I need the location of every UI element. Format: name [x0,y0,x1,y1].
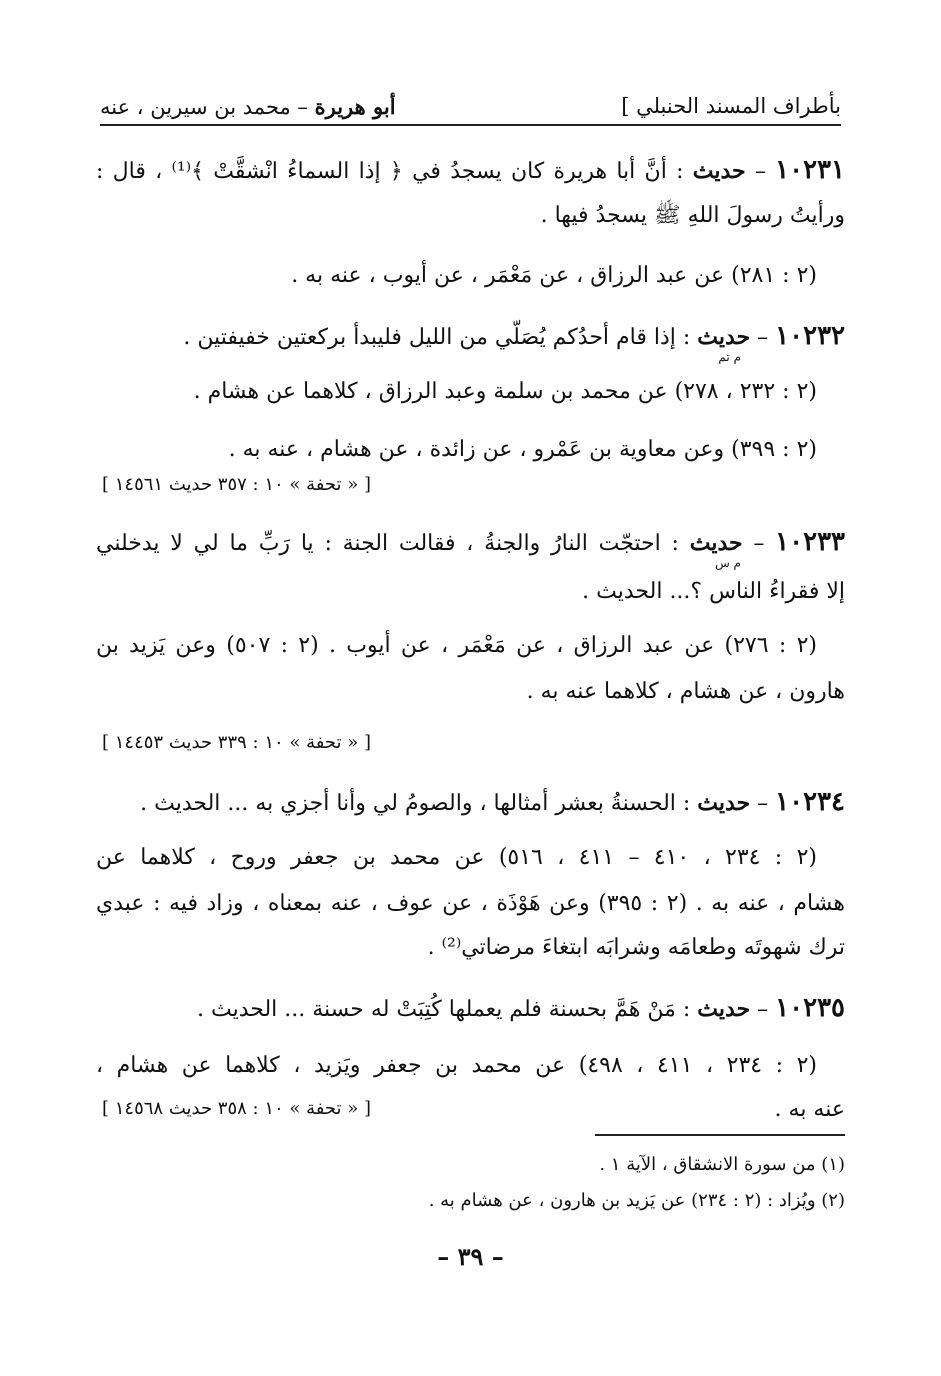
entry-text: الحسنةُ بعشر أمثالها ، والصومُ لي وأنا أجزي به ... الحديث . [140,791,676,816]
entry-10232-symbol: م تم [718,350,741,364]
entry-10232-tuhfa: [ « تحفة » ١٠ : ٣٥٧ حديث ١٤٥٦١ ] [102,474,371,495]
entry-text: مَنْ هَمَّ بحسنة فلم يعملها كُتِبَتْ له حسنة ... الحديث . [197,997,676,1022]
entry-text: أنَّ أبا هريرة كان يسجدُ في ﴿ إذا السماءُ انْشقَّتْ ﴾⁽¹⁾ ، قال : [96,159,667,184]
entry-label: حديث [689,530,743,556]
header-chain: – محمد بن سيرين ، عنه [100,95,308,119]
entry-10232-line-1: ١٠٢٣٢ – حديث : إذا قام أحدُكم يُصَلّي من الليل فليبدأ بركعتين خفيفتين . [183,321,845,351]
entry-label: حديث [692,158,746,184]
entry-10231-line-1: ١٠٢٣١ – حديث : أنَّ أبا هريرة كان يسجدُ في ﴿ إذا السماءُ انْشقَّتْ ﴾⁽¹⁾ ، قال : [96,155,845,185]
entry-10232-source-1: (٢ : ٢٣٢ ، ٢٧٨) عن محمد بن سلمة وعبد الرزاق ، كلاهما عن هشام . [193,379,817,404]
entry-10234-source-1: (٢ : ٢٣٤ ، ٤١٠ – ٤١١ ، ٥١٦) عن محمد بن جعفر وروح ، كلاهما عن [96,845,817,870]
entry-10235-source-1: (٢ : ٢٣٤ ، ٤١١ ، ٤٩٨) عن محمد بن جعفر ويَزيد ، كلاهما عن هشام ، [96,1053,817,1078]
entry-10232-source-2: (٢ : ٣٩٩) وعن معاوية بن عَمْرو ، عن زائدة ، عن هشام ، عنه به . [228,437,817,462]
entry-10231-line-2: ورأيتُ رسولَ اللهِ ﷺ يسجدُ فيها . [540,203,845,228]
entry-10231-source: (٢ : ٢٨١) عن عبد الرزاق ، عن مَعْمَر ، عن أيوب ، عنه به . [291,263,817,288]
header-book-title: بأطراف المسند الحنبلي ] [621,94,841,118]
entry-10233-source-2: هارون ، عن هشام ، كلاهما عنه به . [526,679,845,704]
entry-10235-line-1: ١٠٢٣٥ – حديث : مَنْ هَمَّ بحسنة فلم يعملها كُتِبَتْ له حسنة ... الحديث . [197,993,845,1023]
entry-10234-source-3: ترك شهوتَه وطعامَه وشرابَه ابتغاءَ مرضاتي⁽²⁾ . [427,935,845,960]
entry-number: ١٠٢٣٣ [775,527,845,557]
entry-10233-symbol: م س [715,556,741,570]
entry-10233-line-2: إلا فقراءُ الناس ؟... الحديث . [582,579,845,604]
entry-label: حديث [697,996,751,1022]
footnote-divider [595,1134,845,1136]
footnote-1: (١) من سورة الانشقاق ، الآية ١ . [599,1154,845,1175]
entry-10235-source-2: عنه به . [774,1097,845,1122]
entry-10234-line-1: ١٠٢٣٤ – حديث : الحسنةُ بعشر أمثالها ، والصومُ لي وأنا أجزي به ... الحديث . [140,787,845,817]
footnote-2: (٢) ويُزاد : (٢ : ٢٣٤) عن يَزيد بن هارون ، عن هشام به . [428,1190,845,1211]
entry-number: ١٠٢٣١ [775,155,845,185]
entry-text: إذا قام أحدُكم يُصَلّي من الليل فليبدأ بركعتين خفيفتين . [183,325,676,350]
entry-10235-tuhfa: [ « تحفة » ١٠ : ٣٥٨ حديث ١٤٥٦٨ ] [102,1098,371,1119]
entry-number: ١٠٢٣٤ [775,787,845,817]
entry-text: احتجّت النارُ والجنةُ ، فقالت الجنة : يا رَبِّ ما لي لا يدخلني [96,531,661,556]
entry-label: حديث [697,790,751,816]
entry-10233-tuhfa: [ « تحفة » ١٠ : ٣٣٩ حديث ١٤٤٥٣ ] [102,732,371,753]
entry-10234-source-2: هشام ، عنه به . (٢ : ٣٩٥) وعن هَوْذَة ، عن عوف ، عنه بمعناه ، وزاد فيه : عبدي [96,891,845,916]
header-section [100,94,396,119]
entry-number: ١٠٢٣٥ [775,993,845,1023]
entry-label: حديث [697,324,751,350]
entry-10233-line-1: ١٠٢٣٣ – حديث : احتجّت النارُ والجنةُ ، فقالت الجنة : يا رَبِّ ما لي لا يدخلني [96,527,845,557]
header-narrator: أبو هريرة [314,94,396,119]
entry-number: ١٠٢٣٢ [775,321,845,351]
running-header [100,88,841,126]
entry-10233-source-1: (٢ : ٢٧٦) عن عبد الرزاق ، عن مَعْمَر ، عن أيوب . (٢ : ٥٠٧) وعن يَزيد بن [96,633,818,658]
page-number: – ٣٩ – [437,1242,504,1271]
